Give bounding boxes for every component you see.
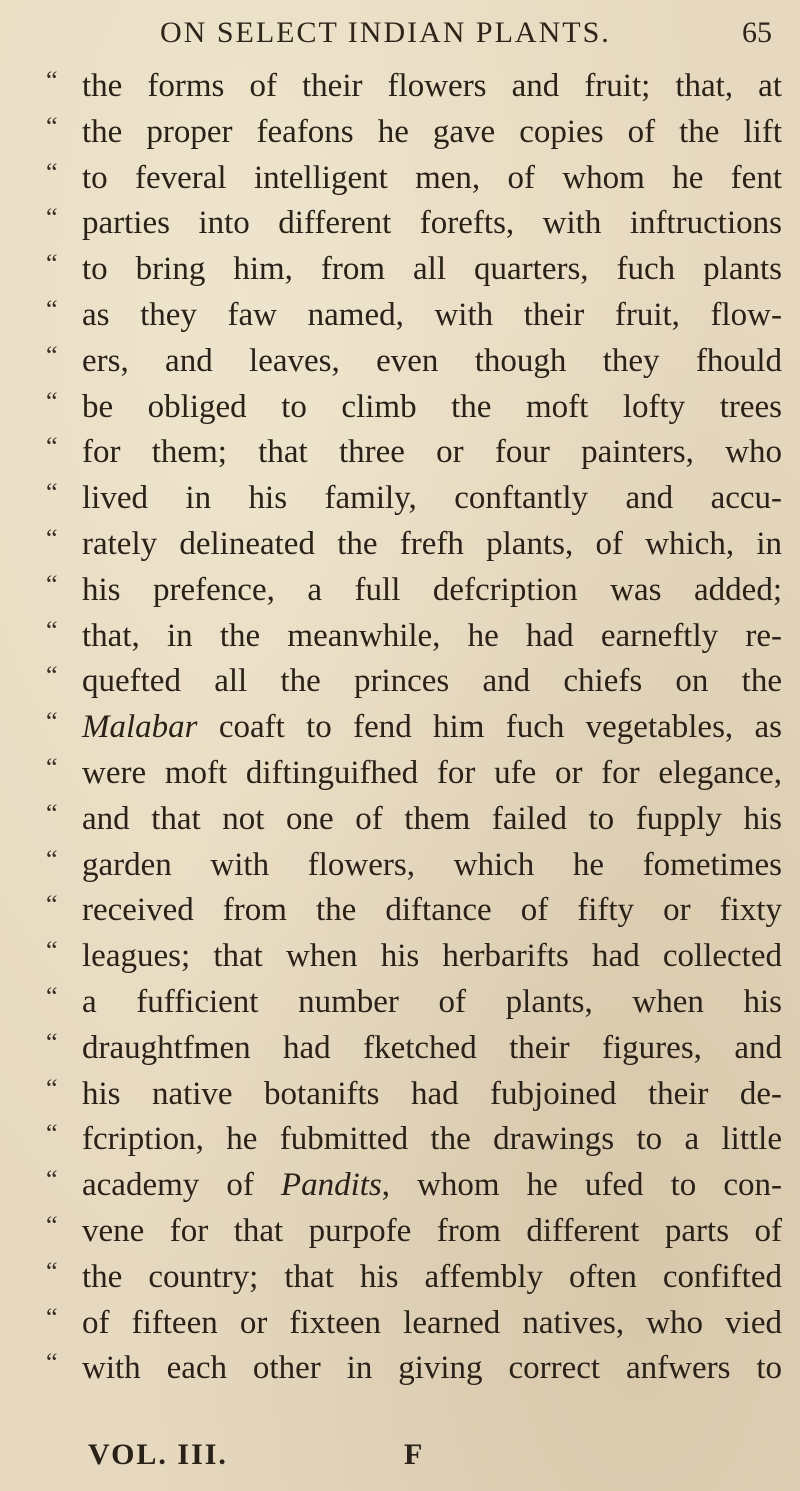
line-text: with each other in giving correct anfwers to: [82, 1350, 782, 1387]
line-text: lived in his family, conftantly and accu-: [82, 480, 782, 517]
quotation-mark: “: [46, 1348, 58, 1378]
text-line: [46, 430, 782, 476]
quotation-mark: “: [46, 294, 58, 324]
line-text: the forms of their flowers and fruit; that, at: [82, 68, 782, 104]
line-text: fcription, he fubmitted the drawings to a little: [82, 1121, 782, 1158]
line-text: to bring him, from all quarters, fuch plants: [82, 251, 782, 288]
quotation-mark: “: [46, 1027, 58, 1057]
text-line: [46, 293, 782, 339]
line-text: leagues; that when his herbarifts had collected: [82, 938, 782, 975]
signature-letter: F: [404, 1438, 423, 1471]
quotation-mark: “: [46, 157, 58, 187]
line-text: Malabar coaft to fend him fuch vegetables, as: [82, 709, 782, 746]
quotation-mark: “: [46, 1210, 58, 1240]
line-text: garden with flowers, which he fometimes: [82, 846, 782, 883]
quotation-mark: “: [46, 936, 58, 966]
running-title: ON SELECT INDIAN PLANTS.: [160, 16, 611, 49]
text-line: [46, 843, 782, 889]
text-line: [46, 980, 782, 1026]
page-number: 65: [742, 16, 772, 49]
line-text: his native botanifts had fubjoined their de-: [82, 1075, 782, 1112]
text-line: [46, 476, 782, 522]
line-text: quefted all the princes and chiefs on the: [82, 663, 782, 700]
quotation-mark: “: [46, 523, 58, 553]
text-line: [46, 751, 782, 797]
text-line: [46, 156, 782, 202]
quotation-mark: “: [46, 340, 58, 370]
line-text: were moft diftinguifhed for ufe or for elegance,: [82, 754, 782, 791]
quotation-mark: “: [46, 66, 58, 95]
quotation-mark: “: [46, 615, 58, 645]
text-line: [46, 339, 782, 385]
text-line: [46, 705, 782, 751]
quotation-mark: “: [46, 1302, 58, 1332]
line-text: draughtfmen had fketched their figures, and: [82, 1029, 782, 1066]
line-text: rately delineated the frefh plants, of which, in: [82, 525, 782, 562]
quotation-mark: “: [46, 844, 58, 874]
text-line: [46, 1346, 782, 1392]
body-text: [46, 64, 783, 1392]
text-line: [46, 247, 782, 293]
text-line: [46, 1117, 782, 1163]
quotation-mark: “: [46, 890, 58, 920]
line-text: as they faw named, with their fruit, flow-: [82, 296, 782, 333]
text-line: [46, 522, 782, 568]
line-text: a fufficient number of plants, when his: [82, 983, 782, 1020]
text-line: [46, 1026, 782, 1072]
text-line: [46, 888, 782, 934]
text-line: [46, 1255, 782, 1301]
line-text: vene for that purpofe from different parts of: [82, 1212, 782, 1249]
line-text: parties into different forefts, with inftructions: [82, 205, 782, 242]
quotation-mark: “: [46, 249, 58, 279]
quotation-mark: “: [46, 981, 58, 1011]
text-line: [46, 1163, 783, 1209]
text-line: [46, 201, 782, 247]
text-line: [46, 568, 782, 614]
quotation-mark: “: [46, 569, 58, 599]
line-text: be obliged to climb the moft lofty trees: [82, 388, 782, 425]
text-line: [46, 64, 782, 110]
line-text: received from the diftance of fifty or fixty: [82, 892, 782, 929]
text-line: [46, 934, 782, 980]
text-line: [46, 110, 782, 156]
quotation-mark: “: [46, 1119, 58, 1149]
line-text: the country; that his affembly often confifted: [82, 1258, 782, 1295]
text-line: [46, 1301, 782, 1347]
page-header: [0, 6, 800, 58]
text-line: [46, 659, 782, 705]
quotation-mark: “: [46, 798, 58, 828]
line-text: his prefence, a full defcription was added;: [82, 571, 782, 608]
quotation-mark: “: [46, 707, 58, 737]
quotation-mark: “: [46, 386, 58, 416]
text-line: [46, 614, 782, 660]
quotation-mark: “: [46, 478, 58, 508]
text-line: [46, 1209, 782, 1255]
quotation-mark: “: [46, 752, 58, 782]
line-text: ers, and leaves, even though they fhould: [82, 342, 782, 379]
line-text: academy of Pandits, whom he ufed to con-: [82, 1167, 783, 1204]
text-line: [46, 797, 782, 843]
page-footer: [0, 1438, 800, 1478]
quotation-mark: “: [46, 203, 58, 233]
text-line: [46, 385, 782, 431]
quotation-mark: “: [46, 432, 58, 462]
text-line: [46, 1072, 782, 1118]
line-text: for them; that three or four painters, who: [82, 434, 782, 471]
quotation-mark: “: [46, 1256, 58, 1286]
line-text: to feveral intelligent men, of whom he fent: [82, 159, 782, 196]
quotation-mark: “: [46, 1073, 58, 1103]
quotation-mark: “: [46, 1165, 58, 1195]
line-text: of fifteen or fixteen learned natives, who vied: [82, 1304, 782, 1341]
quotation-mark: “: [46, 111, 58, 141]
line-text: the proper feafons he gave copies of the lift: [82, 113, 782, 150]
line-text: and that not one of them failed to fupply his: [82, 800, 782, 837]
quotation-mark: “: [46, 661, 58, 691]
line-text: that, in the meanwhile, he had earneftly re-: [82, 617, 782, 654]
volume-mark: VOL. III.: [88, 1438, 228, 1471]
